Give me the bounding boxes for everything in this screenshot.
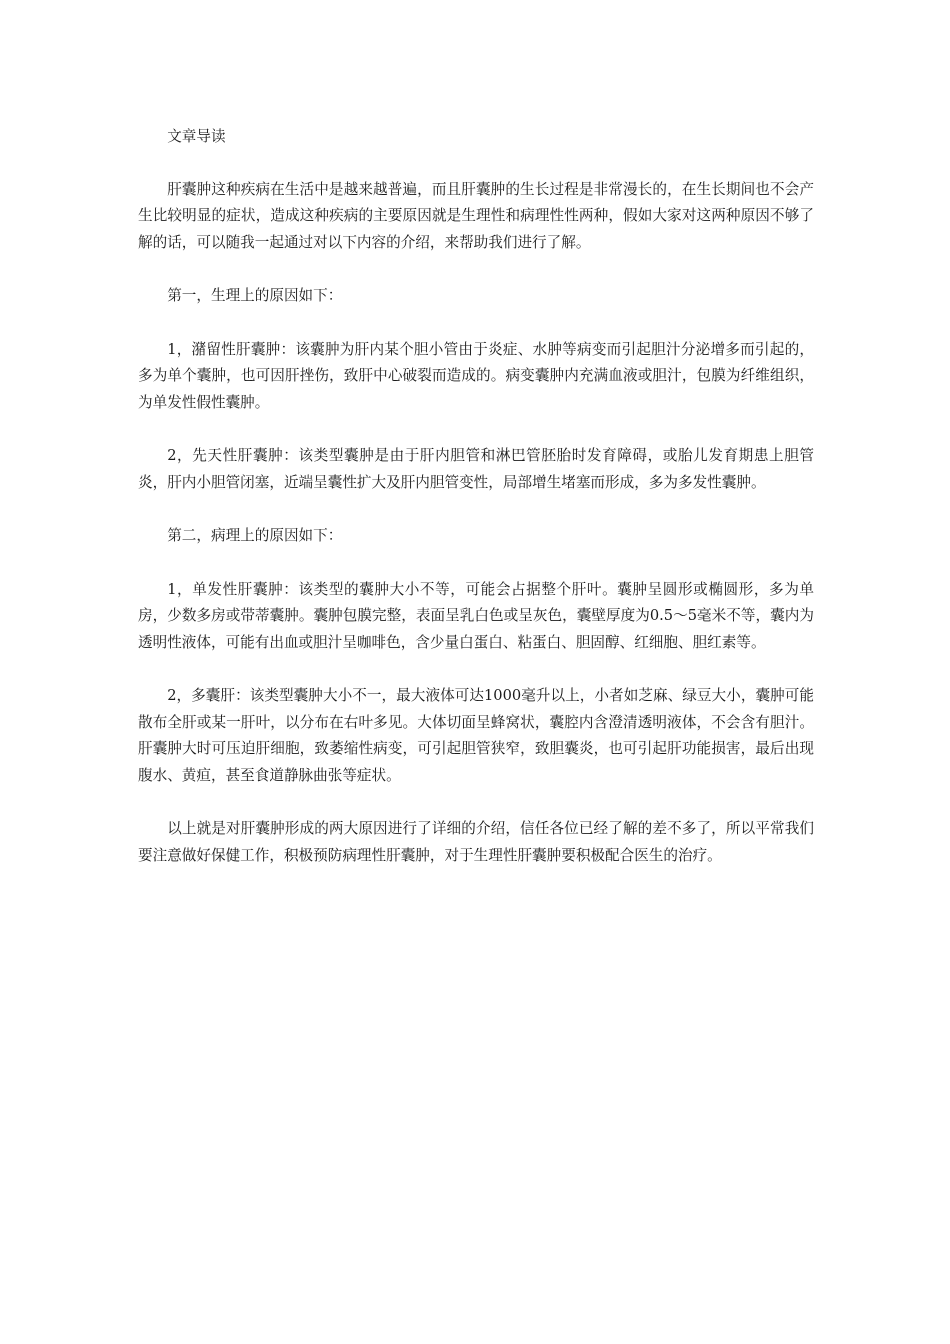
paragraph-congenital-cyst: 2，先天性肝囊肿：该类型囊肿是由于肝内胆管和淋巴管胚胎时发育障碍，或胎儿发育期患上胆管炎，肝内小胆管闭塞，近端呈囊性扩大及肝内胆管变性，局部增生堵塞而形成，多为多发性囊肿。 <box>138 447 814 491</box>
document-title: 文章导读 <box>167 128 226 145</box>
document-body <box>138 124 814 896</box>
section-heading-physiological: 第一，生理上的原因如下： <box>167 287 343 304</box>
section-heading-pathological: 第二，病理上的原因如下： <box>167 527 343 544</box>
paragraph-intro: 肝囊肿这种疾病在生活中是越来越普遍，而且肝囊肿的生长过程是非常漫长的，在生长期间也不会产生比较明显的症状，造成这种疾病的主要原因就是生理性和病理性性两种，假如大家对这两种原因不够了解的话，可以随我一起通过对以下内容的介绍，来帮助我们进行了解。 <box>138 180 814 251</box>
paragraph-solitary-cyst: 1，单发性肝囊肿：该类型的囊肿大小不等，可能会占据整个肝叶。囊肿呈圆形或椭圆形，多为单房，少数多房或带蒂囊肿。囊肿包膜完整，表面呈乳白色或呈灰色，囊壁厚度为0.5～5毫米不等，囊内为透明性液体，可能有出血或胆汁呈咖啡色，含少量白蛋白、粘蛋白、胆固醇、红细胞、胆红素等。 <box>138 580 814 651</box>
paragraph-conclusion: 以上就是对肝囊肿形成的两大原因进行了详细的介绍，信任各位已经了解的差不多了，所以平常我们要注意做好保健工作，积极预防病理性肝囊肿，对于生理性肝囊肿要积极配合医生的治疗。 <box>138 820 814 864</box>
paragraph-retention-cyst: 1，潴留性肝囊肿：该囊肿为肝内某个胆小管由于炎症、水肿等病变而引起胆汁分泌增多而引起的，多为单个囊肿，也可因肝挫伤，致肝中心破裂而造成的。病变囊肿内充满血液或胆汁，包膜为纤维组织，为单发性假性囊肿。 <box>138 340 814 411</box>
paragraph-polycystic-liver: 2，多囊肝：该类型囊肿大小不一，最大液体可达1000毫升以上，小者如芝麻、绿豆大小，囊肿可能散布全肝或某一肝叶，以分布在右叶多见。大体切面呈蜂窝状，囊腔内含澄清透明液体，不会含有胆汁。肝囊肿大时可压迫肝细胞，致萎缩性病变，可引起胆管狭窄，致胆囊炎，也可引起肝功能损害，最后出现腹水、黄疸，甚至食道静脉曲张等症状。 <box>138 687 814 784</box>
